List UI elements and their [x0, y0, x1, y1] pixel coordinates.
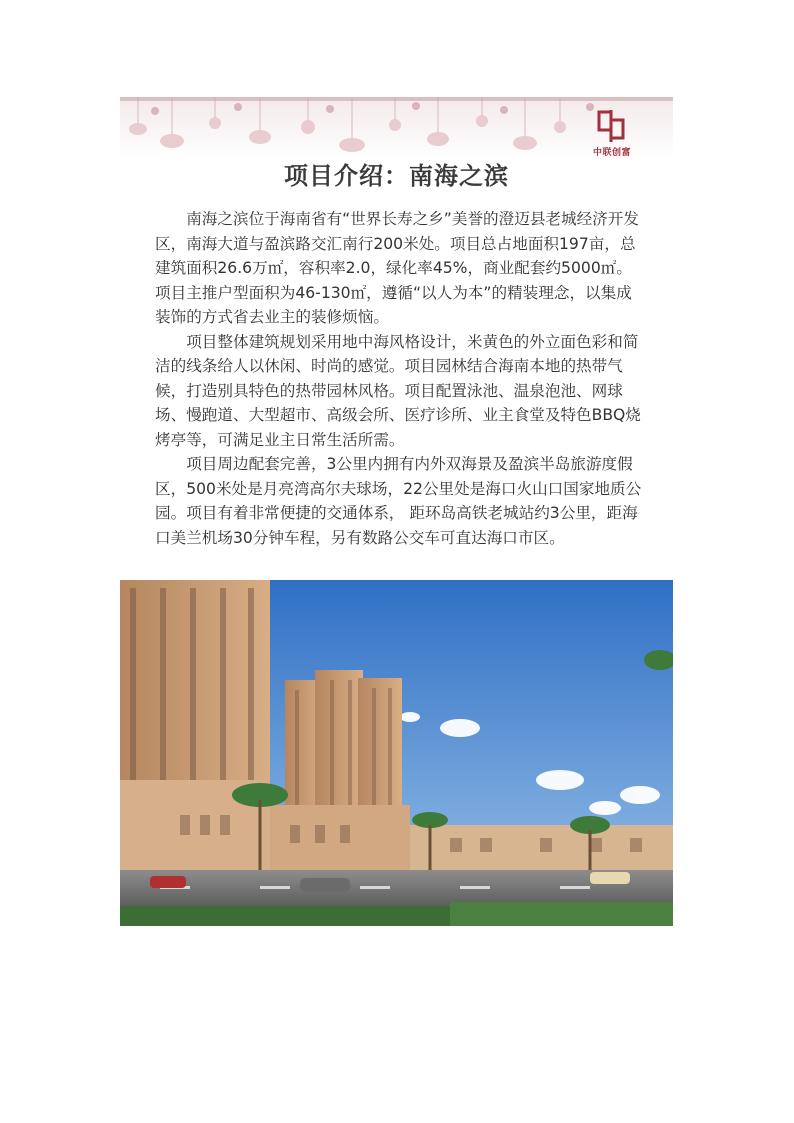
brand-logo-icon	[586, 108, 636, 144]
page-title: 项目介绍：南海之滨	[284, 162, 509, 190]
project-rendering-illustration	[120, 580, 673, 926]
paragraph-design: 项目整体建筑规划采用地中海风格设计，米黄色的外立面色彩和简洁的线条给人以休闲、时尚的感觉。项目园林结合海南本地的热带气候，打造别具特色的热带园林风格。项目配置泳池、温泉泡池、网球场、慢跑道、大型超市、高级会所、医疗诊所、业主食堂及特色BBQ烧烤亭等，可满足业主日常生活所需。	[155, 332, 641, 449]
intro-text	[155, 207, 645, 550]
project-rendering-image	[120, 580, 673, 926]
paragraph-location: 南海之滨位于海南省有“世界长寿之乡”美誉的澄迈县老城经济开发区，南海大道与盈滨路交汇南行200米处。项目总占地面积197亩，总建筑面积26.6万㎡，容积率2.0，绿化率45%，商业配套约5000㎡。项目主推户型面积为46-130㎡，遵循“以人为本”的精装理念，以集成装饰的方式省去业主的装修烦恼。	[155, 210, 639, 326]
brand-name: 中联创富	[592, 148, 631, 158]
paragraph-surroundings: 项目周边配套完善，3公里内拥有内外双海景及盈滨半岛旅游度假区，500米处是月亮湾高尔夫球场，22公里处是海口火山口国家地质公园。项目有着非常便捷的交通体系， 距环岛高铁老城站约3公里，距海口美兰机场30分钟车程，另有数路公交车可直达海口市区。	[155, 455, 642, 547]
